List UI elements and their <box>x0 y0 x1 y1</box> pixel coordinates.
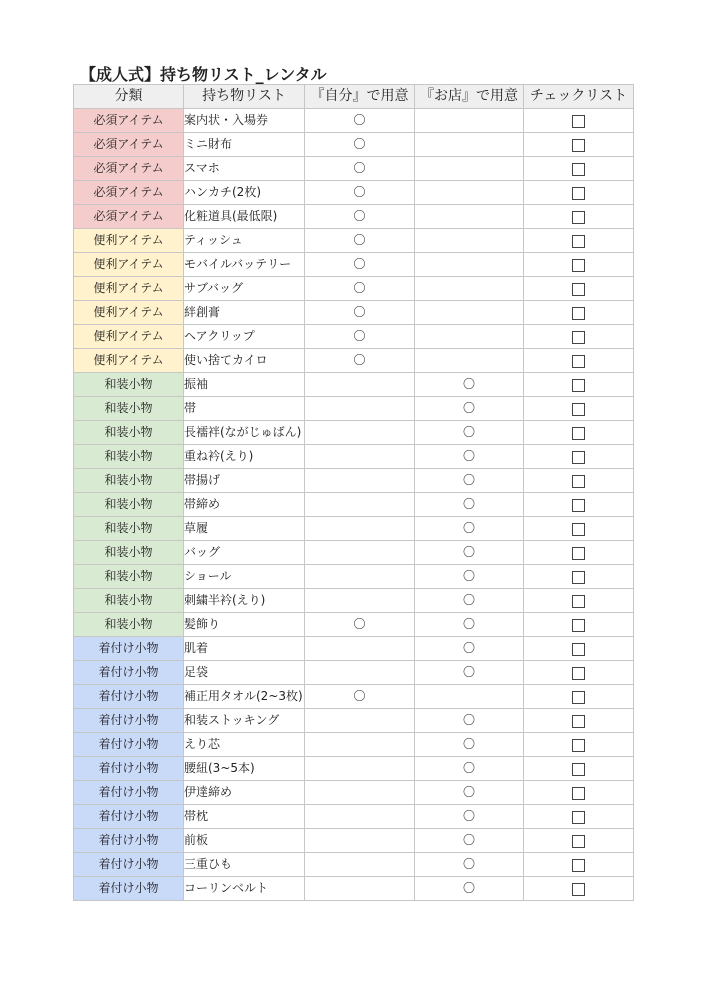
checklist-cell <box>524 205 634 229</box>
shop-prepared-cell: 〇 <box>415 829 524 853</box>
checklist-cell <box>524 565 634 589</box>
shop-prepared-cell: 〇 <box>415 637 524 661</box>
table-row <box>74 229 634 253</box>
checkbox[interactable] <box>572 235 585 248</box>
shop-prepared-cell: 〇 <box>415 421 524 445</box>
checklist-cell <box>524 445 634 469</box>
item-cell: ヘアクリップ <box>184 325 305 349</box>
item-cell: ティッシュ <box>184 229 305 253</box>
checklist-cell <box>524 733 634 757</box>
shop-prepared-cell <box>415 253 524 277</box>
shop-prepared-cell: 〇 <box>415 397 524 421</box>
self-prepared-cell <box>305 517 415 541</box>
self-prepared-cell <box>305 805 415 829</box>
checklist-cell <box>524 637 634 661</box>
checkbox[interactable] <box>572 883 585 896</box>
category-cell: 和装小物 <box>74 445 184 469</box>
item-cell: 伊達締め <box>184 781 305 805</box>
category-cell: 着付け小物 <box>74 829 184 853</box>
shop-prepared-cell <box>415 229 524 253</box>
checkbox[interactable] <box>572 691 585 704</box>
table-row <box>74 877 634 901</box>
checkbox[interactable] <box>572 115 585 128</box>
category-cell: 必須アイテム <box>74 133 184 157</box>
self-prepared-cell <box>305 397 415 421</box>
table-row <box>74 205 634 229</box>
checkbox[interactable] <box>572 475 585 488</box>
shop-prepared-cell <box>415 325 524 349</box>
checkbox[interactable] <box>572 211 585 224</box>
checklist-cell <box>524 277 634 301</box>
self-prepared-cell: 〇 <box>305 301 415 325</box>
category-cell: 着付け小物 <box>74 685 184 709</box>
self-prepared-cell: 〇 <box>305 685 415 709</box>
checkbox[interactable] <box>572 163 585 176</box>
shop-prepared-cell: 〇 <box>415 589 524 613</box>
table-row <box>74 565 634 589</box>
checklist-cell <box>524 133 634 157</box>
shop-prepared-cell <box>415 133 524 157</box>
item-cell: サブバッグ <box>184 277 305 301</box>
checklist-cell <box>524 469 634 493</box>
table-row <box>74 541 634 565</box>
self-prepared-cell: 〇 <box>305 253 415 277</box>
checklist-cell <box>524 229 634 253</box>
self-prepared-cell <box>305 469 415 493</box>
checkbox[interactable] <box>572 763 585 776</box>
item-cell: えり芯 <box>184 733 305 757</box>
checkbox[interactable] <box>572 859 585 872</box>
checklist-cell <box>524 781 634 805</box>
self-prepared-cell: 〇 <box>305 133 415 157</box>
table-row <box>74 349 634 373</box>
item-cell: 帯締め <box>184 493 305 517</box>
table-row <box>74 277 634 301</box>
self-prepared-cell <box>305 781 415 805</box>
item-cell: 前板 <box>184 829 305 853</box>
category-cell: 和装小物 <box>74 589 184 613</box>
table-row <box>74 157 634 181</box>
table-row <box>74 805 634 829</box>
column-header-checklist: チェックリスト <box>524 85 634 109</box>
item-cell: 化粧道具(最低限) <box>184 205 305 229</box>
shop-prepared-cell: 〇 <box>415 613 524 637</box>
self-prepared-cell <box>305 709 415 733</box>
checkbox[interactable] <box>572 571 585 584</box>
table-row <box>74 517 634 541</box>
category-cell: 便利アイテム <box>74 229 184 253</box>
item-cell: 重ね衿(えり) <box>184 445 305 469</box>
item-cell: 使い捨てカイロ <box>184 349 305 373</box>
table-row <box>74 661 634 685</box>
column-header-self-prepared: 『自分』で用意 <box>305 85 415 109</box>
checkbox[interactable] <box>572 283 585 296</box>
checkbox[interactable] <box>572 619 585 632</box>
checkbox[interactable] <box>572 307 585 320</box>
checkbox[interactable] <box>572 787 585 800</box>
checklist-cell <box>524 109 634 133</box>
checkbox[interactable] <box>572 643 585 656</box>
table-row <box>74 829 634 853</box>
category-cell: 和装小物 <box>74 373 184 397</box>
table-row <box>74 853 634 877</box>
table-row <box>74 445 634 469</box>
table-row <box>74 781 634 805</box>
header-row <box>74 85 634 109</box>
self-prepared-cell: 〇 <box>305 349 415 373</box>
category-cell: 着付け小物 <box>74 757 184 781</box>
checklist-cell <box>524 517 634 541</box>
self-prepared-cell <box>305 589 415 613</box>
self-prepared-cell <box>305 661 415 685</box>
self-prepared-cell: 〇 <box>305 613 415 637</box>
checklist-cell <box>524 589 634 613</box>
column-header-category: 分類 <box>74 85 184 109</box>
category-cell: 着付け小物 <box>74 733 184 757</box>
self-prepared-cell <box>305 637 415 661</box>
checkbox[interactable] <box>572 451 585 464</box>
shop-prepared-cell <box>415 301 524 325</box>
checklist-cell <box>524 709 634 733</box>
item-cell: 帯枕 <box>184 805 305 829</box>
checkbox[interactable] <box>572 715 585 728</box>
item-cell: 案内状・入場券 <box>184 109 305 133</box>
category-cell: 和装小物 <box>74 469 184 493</box>
checklist-cell <box>524 877 634 901</box>
self-prepared-cell: 〇 <box>305 181 415 205</box>
item-cell: 絆創膏 <box>184 301 305 325</box>
shop-prepared-cell: 〇 <box>415 709 524 733</box>
item-cell: ミニ財布 <box>184 133 305 157</box>
checklist-table <box>73 84 634 901</box>
table-row <box>74 301 634 325</box>
shop-prepared-cell: 〇 <box>415 733 524 757</box>
table-row <box>74 733 634 757</box>
checkbox[interactable] <box>572 403 585 416</box>
item-cell: モバイルバッテリー <box>184 253 305 277</box>
category-cell: 便利アイテム <box>74 253 184 277</box>
item-cell: 三重ひも <box>184 853 305 877</box>
shop-prepared-cell: 〇 <box>415 565 524 589</box>
checkbox[interactable] <box>572 835 585 848</box>
shop-prepared-cell: 〇 <box>415 781 524 805</box>
checklist-cell <box>524 325 634 349</box>
self-prepared-cell <box>305 853 415 877</box>
shop-prepared-cell: 〇 <box>415 805 524 829</box>
category-cell: 便利アイテム <box>74 325 184 349</box>
checkbox[interactable] <box>572 139 585 152</box>
item-cell: スマホ <box>184 157 305 181</box>
shop-prepared-cell <box>415 277 524 301</box>
table-row <box>74 709 634 733</box>
table-row <box>74 757 634 781</box>
self-prepared-cell <box>305 757 415 781</box>
category-cell: 必須アイテム <box>74 109 184 133</box>
category-cell: 和装小物 <box>74 421 184 445</box>
table-row <box>74 493 634 517</box>
shop-prepared-cell <box>415 109 524 133</box>
checklist-body <box>74 109 634 901</box>
category-cell: 着付け小物 <box>74 661 184 685</box>
category-cell: 着付け小物 <box>74 637 184 661</box>
shop-prepared-cell <box>415 181 524 205</box>
checklist-cell <box>524 613 634 637</box>
checklist-cell <box>524 253 634 277</box>
table-row <box>74 133 634 157</box>
shop-prepared-cell <box>415 685 524 709</box>
item-cell: 足袋 <box>184 661 305 685</box>
checklist-cell <box>524 349 634 373</box>
table-row <box>74 325 634 349</box>
category-cell: 着付け小物 <box>74 877 184 901</box>
shop-prepared-cell <box>415 349 524 373</box>
shop-prepared-cell <box>415 205 524 229</box>
category-cell: 和装小物 <box>74 493 184 517</box>
item-cell: ショール <box>184 565 305 589</box>
shop-prepared-cell: 〇 <box>415 469 524 493</box>
category-cell: 和装小物 <box>74 613 184 637</box>
table-row <box>74 613 634 637</box>
item-cell: 腰紐(3~5本) <box>184 757 305 781</box>
checkbox[interactable] <box>572 499 585 512</box>
category-cell: 必須アイテム <box>74 181 184 205</box>
checkbox[interactable] <box>572 187 585 200</box>
table-row <box>74 181 634 205</box>
category-cell: 必須アイテム <box>74 205 184 229</box>
self-prepared-cell <box>305 541 415 565</box>
self-prepared-cell <box>305 565 415 589</box>
checklist-cell <box>524 181 634 205</box>
checklist-cell <box>524 301 634 325</box>
checkbox[interactable] <box>572 739 585 752</box>
item-cell: 帯 <box>184 397 305 421</box>
category-cell: 和装小物 <box>74 565 184 589</box>
shop-prepared-cell: 〇 <box>415 661 524 685</box>
shop-prepared-cell: 〇 <box>415 757 524 781</box>
checkbox[interactable] <box>572 523 585 536</box>
column-header-item: 持ち物リスト <box>184 85 305 109</box>
self-prepared-cell: 〇 <box>305 325 415 349</box>
self-prepared-cell: 〇 <box>305 277 415 301</box>
checkbox[interactable] <box>572 427 585 440</box>
item-cell: 長襦袢(ながじゅばん) <box>184 421 305 445</box>
checklist-cell <box>524 685 634 709</box>
checkbox[interactable] <box>572 331 585 344</box>
self-prepared-cell <box>305 373 415 397</box>
shop-prepared-cell: 〇 <box>415 877 524 901</box>
table-row <box>74 469 634 493</box>
shop-prepared-cell: 〇 <box>415 493 524 517</box>
category-cell: 便利アイテム <box>74 349 184 373</box>
category-cell: 着付け小物 <box>74 853 184 877</box>
shop-prepared-cell: 〇 <box>415 517 524 541</box>
category-cell: 便利アイテム <box>74 301 184 325</box>
item-cell: 髪飾り <box>184 613 305 637</box>
checklist-cell <box>524 421 634 445</box>
table-row <box>74 685 634 709</box>
table-row <box>74 397 634 421</box>
checklist-cell <box>524 493 634 517</box>
checkbox[interactable] <box>572 811 585 824</box>
checklist-cell <box>524 757 634 781</box>
item-cell: 振袖 <box>184 373 305 397</box>
category-cell: 必須アイテム <box>74 157 184 181</box>
self-prepared-cell <box>305 733 415 757</box>
checkbox[interactable] <box>572 595 585 608</box>
checklist-cell <box>524 829 634 853</box>
checklist-cell <box>524 157 634 181</box>
table-row <box>74 373 634 397</box>
checklist-cell <box>524 373 634 397</box>
item-cell: 肌着 <box>184 637 305 661</box>
column-header-shop-prepared: 『お店』で用意 <box>415 85 524 109</box>
item-cell: 刺繍半衿(えり) <box>184 589 305 613</box>
category-cell: 便利アイテム <box>74 277 184 301</box>
self-prepared-cell <box>305 445 415 469</box>
checklist-cell <box>524 661 634 685</box>
category-cell: 和装小物 <box>74 541 184 565</box>
checklist-cell <box>524 541 634 565</box>
checkbox[interactable] <box>572 355 585 368</box>
table-row <box>74 637 634 661</box>
checklist-cell <box>524 397 634 421</box>
self-prepared-cell <box>305 421 415 445</box>
self-prepared-cell <box>305 493 415 517</box>
item-cell: バッグ <box>184 541 305 565</box>
shop-prepared-cell: 〇 <box>415 541 524 565</box>
category-cell: 着付け小物 <box>74 709 184 733</box>
item-cell: 和装ストッキング <box>184 709 305 733</box>
category-cell: 着付け小物 <box>74 805 184 829</box>
self-prepared-cell: 〇 <box>305 205 415 229</box>
category-cell: 和装小物 <box>74 517 184 541</box>
item-cell: 帯揚げ <box>184 469 305 493</box>
self-prepared-cell <box>305 829 415 853</box>
checkbox[interactable] <box>572 547 585 560</box>
shop-prepared-cell: 〇 <box>415 373 524 397</box>
category-cell: 着付け小物 <box>74 781 184 805</box>
checklist-cell <box>524 805 634 829</box>
category-cell: 和装小物 <box>74 397 184 421</box>
checkbox[interactable] <box>572 379 585 392</box>
item-cell: ハンカチ(2枚) <box>184 181 305 205</box>
item-cell: 補正用タオル(2~3枚) <box>184 685 305 709</box>
table-row <box>74 109 634 133</box>
table-row <box>74 253 634 277</box>
table-row <box>74 589 634 613</box>
page-title: 【成人式】持ち物リスト_レンタル <box>80 65 327 84</box>
self-prepared-cell: 〇 <box>305 109 415 133</box>
shop-prepared-cell <box>415 157 524 181</box>
table-row <box>74 421 634 445</box>
item-cell: 草履 <box>184 517 305 541</box>
self-prepared-cell <box>305 877 415 901</box>
checkbox[interactable] <box>572 667 585 680</box>
checklist-cell <box>524 853 634 877</box>
checkbox[interactable] <box>572 259 585 272</box>
shop-prepared-cell: 〇 <box>415 445 524 469</box>
self-prepared-cell: 〇 <box>305 229 415 253</box>
shop-prepared-cell: 〇 <box>415 853 524 877</box>
item-cell: コーリンベルト <box>184 877 305 901</box>
self-prepared-cell: 〇 <box>305 157 415 181</box>
